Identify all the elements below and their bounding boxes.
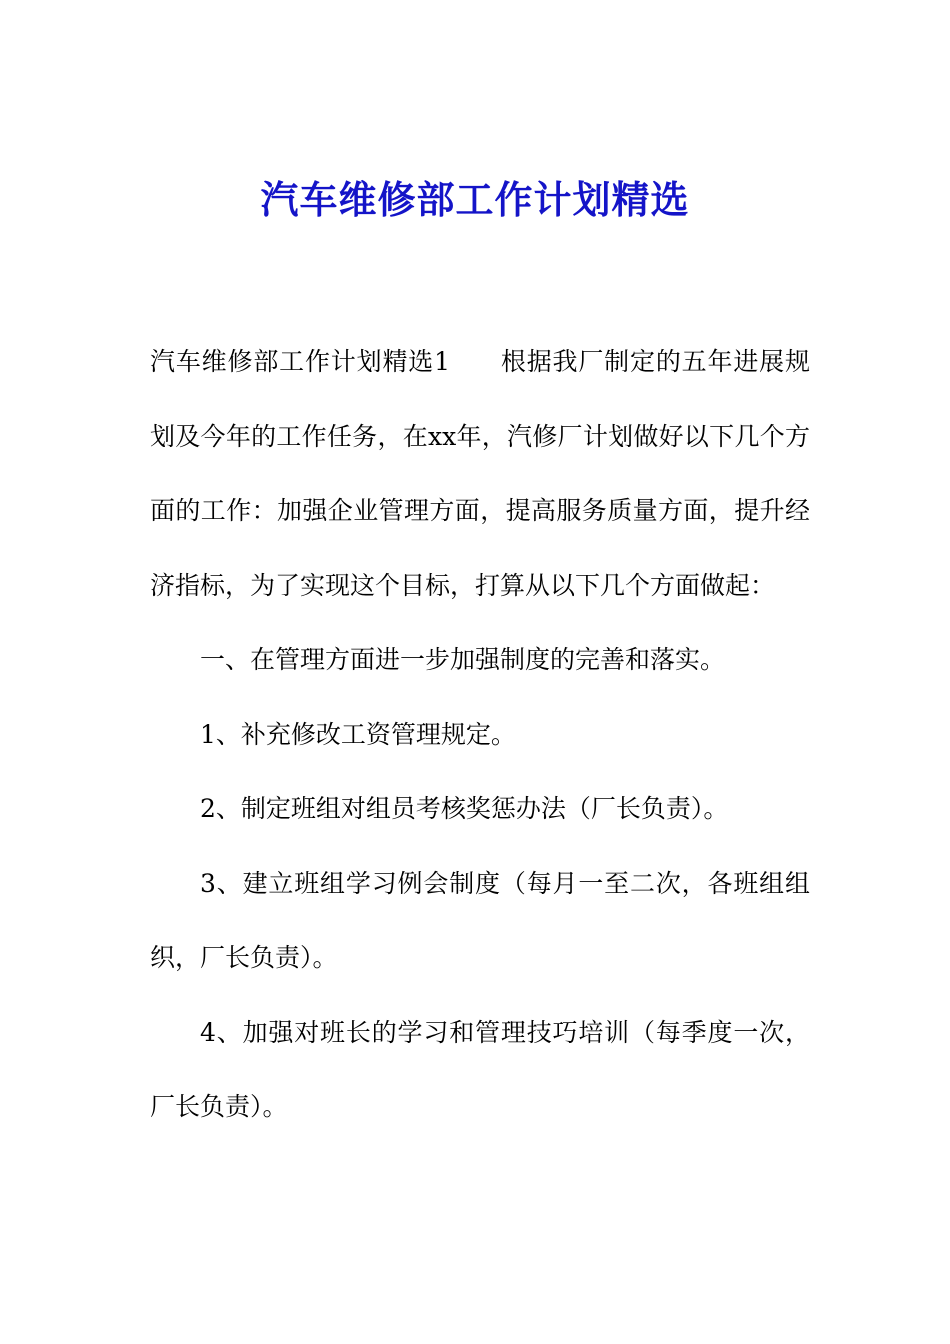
- section-heading: 一、在管理方面进一步加强制度的完善和落实。: [200, 645, 726, 674]
- document-body: [150, 325, 810, 1145]
- list-item: 3、建立班组学习例会制度（每月一至二次，各班组组织，厂长负责）。: [150, 868, 810, 972]
- intro-paragraph: [150, 325, 810, 623]
- document-title: 汽车维修部工作计划精选: [260, 177, 690, 222]
- intro-text: 根据我厂制定的五年进展规划及今年的工作任务，在xx年，汽修厂计划做好以下几个方面的工作：加强企业管理方面，提高服务质量方面，提升经济指标，为了实现这个目标，打算从以下几个方面做起：: [150, 347, 810, 600]
- list-item: 1、补充修改工资管理规定。: [200, 719, 516, 749]
- intro-heading: 汽车维修部工作计划精选1: [150, 347, 451, 376]
- list-item: 4、加强对班长的学习和管理技巧培训（每季度一次，厂长负责）。: [150, 1017, 810, 1121]
- list-item: 2、制定班组对组员考核奖惩办法（厂长负责）。: [200, 794, 729, 823]
